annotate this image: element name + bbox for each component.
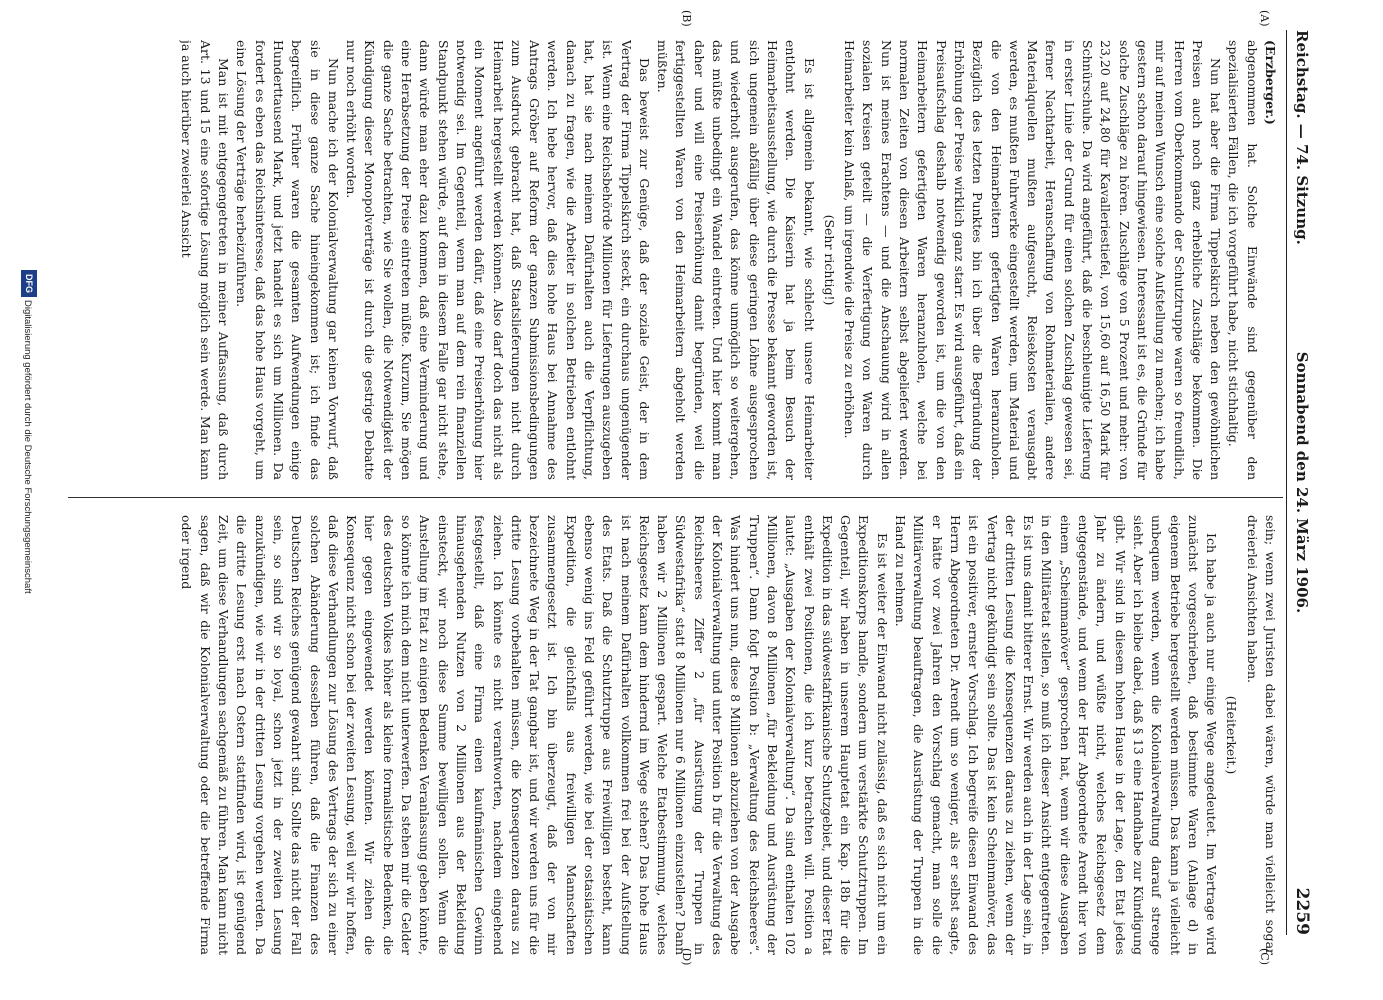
margin-mark-a: (A) <box>1258 10 1271 27</box>
paragraph: Nun mache ich der Kolonialverwaltung gar keinen Vorwurf, daß sie in diese ganze Sache hineingekommen ist; ich finde das begreiflich. Früher waren die gesamten Aufwendungen einige Hunderttausend Mark, und jetzt handelt es sich um Millionen. Da fordert es eben das Reichsinteresse, daß das hohe Haus vorgeht, um eine Lösung der Verträge herbeizuführen. <box>234 40 341 480</box>
column-divider <box>68 497 1283 498</box>
margin-mark-b: (B) <box>680 10 693 27</box>
left-column <box>69 40 1279 480</box>
right-column <box>69 515 1279 955</box>
paragraph: abgenommen hat. Solche Einwände sind gegenüber den spezialisierten Fällen, die ich vorgeführt habe, nicht stichhaltig. <box>1226 40 1260 480</box>
paragraph: Nun hat aber die Firma Tippelskirch neben den gewöhnlichen Preisen auch noch ganz erhebliche Zuschläge bekommen. Die Herren vom Oberkommando der Schutztruppe waren so freundlich, mir auf meinen Wunsch eine solche Aufstellung zu machen; ich habe gestern schon darauf hingewiesen. Interessant ist es, die Gründe für solche Zuschläge zu hören. Zuschläge von 5 Prozent und mehr: von 23,20 auf 24,80 für Kavalleriestiefel, von 15,60 auf 16,50 Mark für Schnürschuhe. Da wird angeführt, daß die beschleunigte Lieferung in erster Linie der Grund für einen solchen Zuschlag gewesen sei, ferner Nachtarbeit, Heranschaffung von Rohmaterialien, andere Materialquellen mußten aufgesucht, Reisekosten verausgabt werden, es mußten Fuhrwerke eingestellt werden, um Material und die von den Heimarbeitern gefertigten Waren heranzuholen. Bezüglich des letzten Punktes bin ich über die Begründung der Erhöhung der Preise wirklich ganz starr. Es wird ausgeführt, daß ein Preisaufschlag deshalb notwendig geworden ist, um die von den Heimarbeitern gefertigten Waren heranzuholen, welche bei normalen Zeiten von diesen Arbeitern selbst abgeliefert werden. Nun ist meines Erachtens — und die Anschauung wird in allen sozialen Kreisen geteilt — die Verfertigung von Waren durch Heimarbeiter kein Anlaß, um irgendwie die Preise zu erhöhen. <box>842 40 1224 480</box>
paragraph: Das beweist zur Genüge, daß der soziale Geist, der in dem Vertrag der Firma Tippelskirch steckt, ein durchaus ungenügender ist. Wenn eine Reichsbehörde Millionen für Lieferungen auszugeben hat, hat sie nach meinem Dafürhalten auch die Verpflichtung, danach zu fragen, wie die Arbeiter in solchen Betrieben entlohnt werden. Ich hebe hervor, daß dies hohe Haus bei Annahme des Antrags Gröber auf Reform der ganzen Submissionsbedingungen zum Ausdruck gebracht hat, daß Staatslieferungen nicht durch Heimarbeit hergestellt werden können. Also darf doch das nicht als ein Moment angeführt werden dafür, daß eine Preiserhöhung hier notwendig sei. Im Gegenteil, wenn man auf dem rein finanziellen Standpunkt stehen würde, auf dem in diesem Falle gar nicht stehe, dann würde man eher dazu kommen, daß eine Verminderung und eine Herabsetzung der Preise eintreten müßte. Kurzum, Sie mögen die ganze Sache betrachten, wie Sie wollen, die Notwendigkeit der Kündigung dieser Monopolverträge ist durch die gestrige Debatte nur noch erhöht worden. <box>344 40 652 480</box>
paragraph: Es ist allgemein bekannt, wie schlecht unsere Heimarbeiter entlohnt werden. Die Kaiserin hat ja beim Besuch der Heimarbeitsausstellung, wie durch die Presse bekannt geworden ist, sich ungemein abfällig über diese geringen Löhne ausgesprochen und wiederholt ausgerufen, das könne unmöglich so weitergehen, das müßte unbedingt ein Wandel eintreten. Und hier kommt man daher und will eine Preiserhöhung damit begründen, weil die fertiggestellten Waren von den Heimarbeitern abgeholt werden müßten. <box>655 40 817 480</box>
paragraph: sein; wenn zwei Juristen dabei wären, würde man vielleicht sogar dreierlei Ansichten haben. <box>1244 515 1278 955</box>
dfg-logo: DFG <box>21 270 37 297</box>
paragraph: Ich habe ja auch nur einige Wege angedeutet. Im Vertrage wird zunächst vorgeschrieben, daß bestimmte Waren (Anlage d) in eigenem Betriebe hergestellt werden müssen. Das kann ja vielleicht unbequem werden, wenn die Kolonialverwaltung darauf strenge sieht. Aber ich bleibe dabei, daß § 13 eine Handhabe zur Kündigung gibt. Wir sind in diesem hohen Hause in der Lage, den Etat jedes Jahr zu ändern, und wüßte nicht, welches Reichsgesetz dem entgegenstände, und wenn der Herr Abgeordnete Arendt hier von einem „Scheinmanöver“ gesprochen hat, wenn wir diese Ausgaben in den Militäretat stellen, so muß ich dieser Ansicht entgegentreten. Es ist uns damit bitterer Ernst. Wir werden auch in der Lage sein, in der dritten Lesung die Konsequenzen daraus zu ziehen, wenn der Vertrag nicht gekündigt sein sollte. Das ist kein Scheinmanöver, das ist ein positiver, ernster Vorschlag. Ich begreife diesen Einwand des Herrn Abgeordneten Dr. Arendt um so weniger, als er selbst sagte, er hätte vor zwei Jahren den Vorschlag gemacht, man solle die Militärverwaltung beauftragen, die Ausrüstung der Truppen in die Hand zu nehmen. <box>893 515 1220 955</box>
paragraph: Man ist mit entgegengetreten in meiner Auffassung, daß durch Art. 13 und 15 eine sofortige Lösung möglich sein werde. Man kann ja auch hierüber zweierlei Ansicht <box>179 40 232 480</box>
interjection: (Sehr richtig!) <box>821 214 837 306</box>
interjection: (Heiterkeit.) <box>1224 695 1240 775</box>
page-header <box>1286 30 1317 935</box>
margin-mark-c: (C) <box>1258 948 1271 965</box>
header-date: Sonnabend den 24. März 1906. <box>1293 351 1311 614</box>
header-session: Reichstag. — 74. Sitzung. <box>1293 30 1311 245</box>
paragraph: Es ist weiter der Einwand nicht zulässig, daß es sich nicht um ein Expeditionskorps handle, sondern um verstärkte Schutztruppen. Im Gegenteil, wir haben in unserem Hauptetat ein Kap. 18b für die Expedition in das südwestafrikanische Schutzgebiet, und dieser Etat enthält zwei Positionen, die ich kurz betrachten will. Position a lautet: „Ausgaben der Kolonialverwaltung“. Da sind enthalten 102 Millionen, davon 8 Millionen „für Bekleidung und Ausrüstung der Truppen“. Dann folgt Position b: „Verwaltung des Reichsheeres“. Was hindert uns nun, diese 8 Millionen abzuziehen von der Ausgabe der Kolonialverwaltung und unter Position b für die Verwaltung des Reichsheeres Ziffer 2 „für Ausrüstung der Truppen in Südwestafrika“ statt 8 Millionen nur 6 Millionen einzustellen? Dann haben wir 2 Millionen gespart. Welche Etatbestimmung, welches Reichsgesetz kann dem hindernd im Wege stehen? Das hohe Haus ist nach meinem Dafürhalten vollkommen frei bei der Aufstellung des Etats. Daß die Schutztruppe aus Freiwilligen besteht, kann ebenso wenig ins Feld geführt werden, wie bei der ostasiatischen Expedition, die gleichfalls aus freiwilligen Mannschaften zusammengesetzt ist. Ich bin überzeugt, daß der von mir bezeichnete Weg in der Tat gangbar ist, und wir werden uns für die dritte Lesung vorbehalten müssen, die Konsequenzen daraus zu ziehen. Ich könnte es nicht verantworten, nachdem eingehend festgestellt, daß eine Firma einen kaufmännischen Gewinn hinausgehenden Nutzen von 2 Millionen aus der Bekleidung einsteckt, wir noch diese Summe bewilligen sollen. Wenn die Anstellung im Etat zu einigen Bedenken Veranlassung geben könnte, so könnte ich mich dem nicht unterwerfen. Da stehen mir die Gelder des deutschen Volkes höher als kleine formalistische Bedenken, die hier gegen eingewendet werden könnten. Wir ziehen die Konsequenz nicht schon bei der zweiten Lesung, weil wir wir hoffen, daß diese Verhandlungen zur Lösung des Vertrags der sich zu einer solchen Abänderung desselben führen, daß die Finanzen des Deutschen Reiches genügend gewahrt sind. Sollte das nicht der Fall sein, so sind wir so loyal, schon jetzt in der zweiten Lesung anzukündigen, wie wir in der dritten Lesung vorgehen werden. Da die dritte Lesung erst nach Ostern stattfinden wird, ist genügend Zeit, um diese Verhandlungen sachgemäß zu führen. Man kann nicht sagen, daß wir die Kolonialverwaltung oder die betreffende Firma oder irgend <box>179 515 890 955</box>
speaker-name: (Erzberger.) <box>1263 40 1278 125</box>
digitization-credit: Digitalisierung gefördert durch die Deutsche Forschungsgemeinschaft <box>22 300 33 594</box>
margin-mark-d: (D) <box>680 948 693 966</box>
page-number: 2259 <box>1292 887 1312 935</box>
